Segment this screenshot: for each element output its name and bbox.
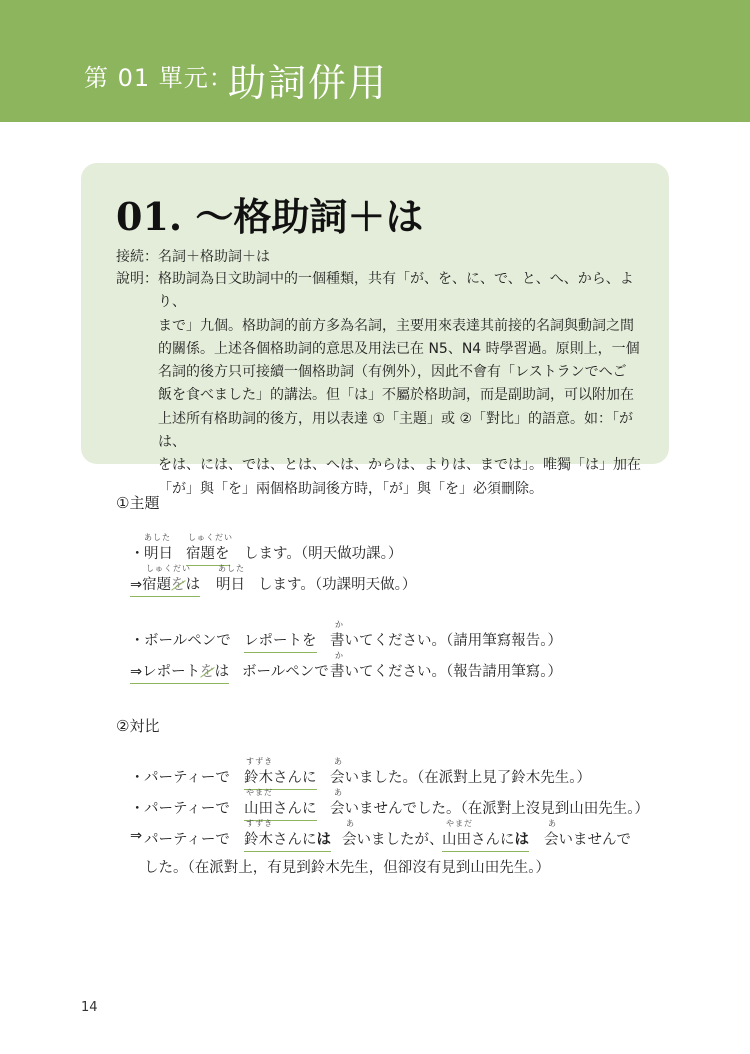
example-sentence xyxy=(130,573,730,597)
ruby: やまだ xyxy=(246,788,273,797)
underlined-phrase: 鈴木さんに xyxy=(244,766,317,790)
explain-line: 格助詞為日文助詞中的一個種類，共有「が、を、に、で、と、へ、から、より、 xyxy=(158,271,634,311)
example-sentence xyxy=(130,766,730,790)
kanji: 会 xyxy=(330,770,345,786)
word: パーティーで xyxy=(144,832,230,848)
underlined-phrase xyxy=(130,573,200,597)
sentence-rest xyxy=(330,797,649,818)
bullet: ・ xyxy=(130,633,145,649)
word: パーティーで xyxy=(144,801,230,817)
word: 宿題 xyxy=(186,546,215,562)
explain-line: まで」九個。格助詞的前方多為名詞，主要用來表達其前接的名詞與動詞之間 xyxy=(158,317,634,334)
example-sentence xyxy=(130,660,730,684)
sentence-rest: します。（功課明天做。） xyxy=(258,577,417,593)
sentence-text: いましたが、 xyxy=(356,832,444,848)
underlined-phrase xyxy=(130,660,229,684)
explain-label: 說明： xyxy=(116,271,158,287)
sentence-rest xyxy=(330,766,591,787)
explanation-row xyxy=(116,268,676,497)
sentence-rest xyxy=(330,629,562,650)
underlined-phrase: レポートを xyxy=(244,629,317,653)
kanji: 会 xyxy=(342,832,357,848)
ruby: すずき xyxy=(246,819,274,828)
page-number: 14 xyxy=(81,1000,98,1015)
bullet: ・ xyxy=(130,770,145,786)
bullet: ・ xyxy=(130,801,145,817)
word: 鈴木さんに xyxy=(244,832,317,848)
contrast-heading: ②対比 xyxy=(116,717,160,735)
ruby: しゅくだい xyxy=(146,564,191,573)
word: 山田さんに xyxy=(442,832,515,848)
sentence-text: いてください。（報告請用筆寫。） xyxy=(344,664,562,680)
example-sentence xyxy=(130,797,740,821)
unit-header xyxy=(0,0,750,122)
ruby: しゅくだい xyxy=(188,533,233,542)
word: 明日 xyxy=(216,577,245,593)
deleted-particle: を xyxy=(200,664,215,680)
section-title: 01. ～格助詞＋は xyxy=(116,194,424,239)
particle: は xyxy=(316,832,331,848)
sentence-text: いてください。（請用筆寫報告。） xyxy=(344,633,562,649)
explain-text xyxy=(158,268,654,501)
word: 明日 xyxy=(144,546,173,562)
explain-line: 的關係。上述各個格助詞的意思及用法已在 N5、N4 時學習過。原則上，一個 xyxy=(158,340,640,357)
explain-line: 上述所有格助詞的後方，用以表達 ①「主題」或 ②「對比」的語意。如：「がは、 xyxy=(158,410,633,451)
example-sentence xyxy=(130,629,730,653)
arrow-icon: ⇒ xyxy=(130,577,143,593)
underlined-phrase xyxy=(244,828,331,852)
kanji: 会 xyxy=(544,832,559,848)
ruby: あ xyxy=(334,757,343,766)
particle: は xyxy=(185,577,201,593)
ruby: すずき xyxy=(246,757,274,766)
sentence-rest xyxy=(544,828,631,849)
sentence-text: いました。（在派對上見了鈴木先生。） xyxy=(344,770,591,786)
word: レポート xyxy=(142,664,201,680)
kanji: 会 xyxy=(330,801,345,817)
word: パーティーで xyxy=(144,770,230,786)
ruby: あした xyxy=(218,564,245,573)
connection-text: 名詞＋格助詞＋は xyxy=(158,249,270,265)
bullet: ・ xyxy=(130,546,145,562)
ruby: か xyxy=(335,651,344,660)
sentence-rest: します。（明天做功課。） xyxy=(244,546,403,562)
sentence-text: いませんでした。（在派對上沒見到山田先生。） xyxy=(344,801,649,817)
word: 宿題 xyxy=(142,577,172,593)
theme-heading: ①主題 xyxy=(116,494,160,512)
unit-label: 第 01 單元： xyxy=(84,64,234,92)
unit-title: 助詞併用 xyxy=(228,61,389,105)
word: ボールペンで xyxy=(144,633,231,649)
particle: を xyxy=(215,546,230,562)
ruby: やまだ xyxy=(446,819,473,828)
explain-line: 名詞的後方只可接續一個格助詞（有例外），因此不會有「レストランでへご xyxy=(158,364,627,381)
word: ボールペンで xyxy=(242,664,329,680)
explain-line: 「が」與「を」兩個格助詞後方時，「が」與「を」必須刪除。 xyxy=(158,480,543,497)
arrow-icon: ⇒ xyxy=(130,664,143,680)
particle: は xyxy=(514,832,529,848)
arrow-icon: ⇒ xyxy=(130,828,143,844)
example-sentence xyxy=(130,828,740,852)
connection-label: 接続： xyxy=(116,249,158,265)
underlined-phrase xyxy=(442,828,529,852)
ruby: あした xyxy=(144,533,171,542)
ruby: あ xyxy=(334,788,343,797)
kanji: 書 xyxy=(330,633,345,649)
explain-line: をは、には、では、とは、へは、からは、よりは、までは」。唯獨「は」加在 xyxy=(158,457,641,474)
ruby: か xyxy=(335,620,344,629)
example-continuation: した。（在派對上，有見到鈴木先生，但卻沒有見到山田先生。） xyxy=(144,860,550,876)
sentence-text: いませんで xyxy=(558,832,631,848)
explain-line: 飯を食べました」的講法。但「は」不屬於格助詞，而是副助詞，可以附加在 xyxy=(158,387,634,404)
deleted-particle: を xyxy=(171,577,186,593)
ruby: あ xyxy=(548,819,557,828)
particle: は xyxy=(214,664,230,680)
underlined-phrase: 山田さんに xyxy=(244,797,317,821)
sentence-rest xyxy=(330,660,562,681)
sentence-rest xyxy=(342,828,444,849)
kanji: 書 xyxy=(330,664,345,680)
ruby: あ xyxy=(346,819,355,828)
